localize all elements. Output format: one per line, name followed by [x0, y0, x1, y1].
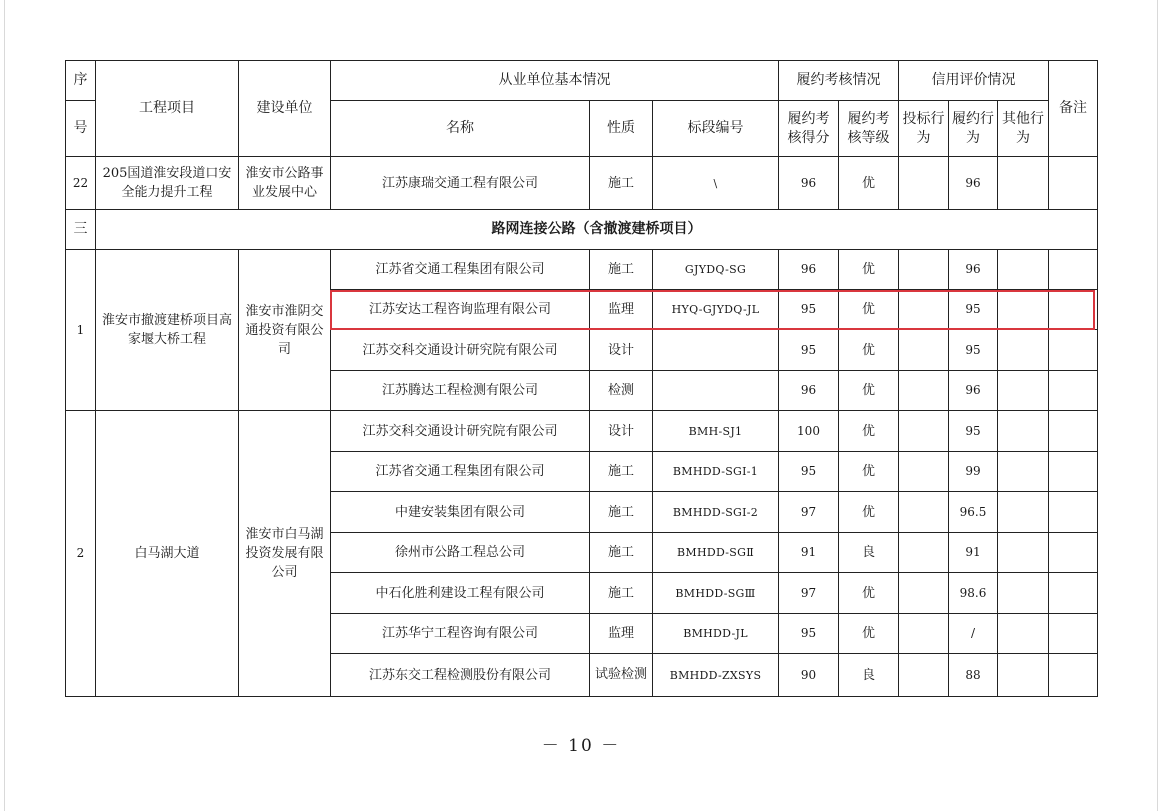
row-grade: 优 [839, 157, 899, 210]
row-code [653, 330, 779, 371]
group2-seq: 2 [66, 411, 96, 697]
header-name: 名称 [331, 101, 590, 157]
row-nature: 试验检测 [590, 654, 653, 697]
row-unit-name: 徐州市公路工程总公司 [331, 533, 590, 573]
row-remark [1049, 157, 1098, 210]
row-remark [1049, 614, 1098, 654]
header-perf-score: 履约考核得分 [779, 101, 839, 157]
row-code: BMHDD-SGⅢ [653, 573, 779, 614]
row-nature: 施工 [590, 573, 653, 614]
row-other [998, 614, 1049, 654]
header-section-code: 标段编号 [653, 101, 779, 157]
row-grade: 良 [839, 533, 899, 573]
row-bid [899, 614, 949, 654]
row-bid [899, 371, 949, 411]
row-unit-name: 江苏交科交通设计研究院有限公司 [331, 411, 590, 452]
row-grade: 优 [839, 452, 899, 492]
row-grade: 优 [839, 492, 899, 533]
performance-table [65, 60, 1098, 697]
row-remark [1049, 371, 1098, 411]
row-other [998, 533, 1049, 573]
row-grade: 优 [839, 290, 899, 330]
row-nature: 监理 [590, 290, 653, 330]
header-other-behavior: 其他行为 [998, 101, 1049, 157]
row-bid [899, 411, 949, 452]
row-perf: 91 [949, 533, 998, 573]
row-score: 96 [779, 157, 839, 210]
row-grade: 良 [839, 654, 899, 697]
row-score: 95 [779, 330, 839, 371]
row-grade: 优 [839, 371, 899, 411]
row-score: 96 [779, 250, 839, 290]
header-credit: 信用评价情况 [899, 61, 1049, 101]
row-perf: / [949, 614, 998, 654]
row-remark [1049, 330, 1098, 371]
row-score: 96 [779, 371, 839, 411]
row-grade: 优 [839, 411, 899, 452]
row-perf: 96.5 [949, 492, 998, 533]
row-other [998, 250, 1049, 290]
header-builder: 建设单位 [239, 61, 331, 157]
row-score: 100 [779, 411, 839, 452]
row-unit-name: 江苏腾达工程检测有限公司 [331, 371, 590, 411]
row-remark [1049, 290, 1098, 330]
row-perf: 95 [949, 411, 998, 452]
row-remark [1049, 452, 1098, 492]
header-bid-behavior: 投标行为 [899, 101, 949, 157]
row-remark [1049, 533, 1098, 573]
group1-project: 淮安市撤渡建桥项目高家堰大桥工程 [96, 250, 239, 411]
row-remark [1049, 250, 1098, 290]
header-perf-grade: 履约考核等级 [839, 101, 899, 157]
header-seq-bottom: 号 [66, 101, 96, 157]
row-remark [1049, 573, 1098, 614]
section-title: 路网连接公路（含撤渡建桥项目） [96, 210, 1098, 250]
header-unit-info: 从业单位基本情况 [331, 61, 779, 101]
row-code: HYQ-GJYDQ-JL [653, 290, 779, 330]
row-unit-name: 江苏交科交通设计研究院有限公司 [331, 330, 590, 371]
row-code: BMHDD-SGⅡ [653, 533, 779, 573]
row-nature: 施工 [590, 452, 653, 492]
row-unit-name: 中建安装集团有限公司 [331, 492, 590, 533]
row-nature: 检测 [590, 371, 653, 411]
row-code: \ [653, 157, 779, 210]
group1-builder: 淮安市淮阴交通投资有限公司 [239, 250, 331, 411]
row-nature: 施工 [590, 492, 653, 533]
row-nature: 施工 [590, 157, 653, 210]
row-bid [899, 533, 949, 573]
row-grade: 优 [839, 614, 899, 654]
group2-builder: 淮安市白马湖投资发展有限公司 [239, 411, 331, 697]
row-score: 95 [779, 614, 839, 654]
row-code: GJYDQ-SG [653, 250, 779, 290]
row-grade: 优 [839, 330, 899, 371]
row-other [998, 654, 1049, 697]
row-code: BMHDD-JL [653, 614, 779, 654]
row-bid [899, 330, 949, 371]
row-other [998, 452, 1049, 492]
row-code: BMHDD-SGⅠ-1 [653, 452, 779, 492]
row-unit-name: 江苏东交工程检测股份有限公司 [331, 654, 590, 697]
row-score: 90 [779, 654, 839, 697]
row-nature: 设计 [590, 411, 653, 452]
header-project: 工程项目 [96, 61, 239, 157]
row-perf: 95 [949, 330, 998, 371]
row-grade: 优 [839, 250, 899, 290]
table-row [66, 250, 1098, 290]
row-remark [1049, 411, 1098, 452]
row-score: 95 [779, 290, 839, 330]
row-unit-name: 江苏安达工程咨询监理有限公司 [331, 290, 590, 330]
row-project: 205国道淮安段道口安全能力提升工程 [96, 157, 239, 210]
row-perf: 96 [949, 250, 998, 290]
row-nature: 监理 [590, 614, 653, 654]
row-perf: 96 [949, 371, 998, 411]
section-row [66, 210, 1098, 250]
row-code: BMHDD-SGⅠ-2 [653, 492, 779, 533]
header-remark: 备注 [1049, 61, 1098, 157]
row-other [998, 330, 1049, 371]
row-other [998, 290, 1049, 330]
row-score: 91 [779, 533, 839, 573]
header-performance: 履约考核情况 [779, 61, 899, 101]
row-perf: 95 [949, 290, 998, 330]
row-bid [899, 492, 949, 533]
row-grade: 优 [839, 573, 899, 614]
row-nature: 施工 [590, 250, 653, 290]
row-bid [899, 157, 949, 210]
row-bid [899, 452, 949, 492]
row-score: 97 [779, 573, 839, 614]
row-unit-name: 江苏省交通工程集团有限公司 [331, 452, 590, 492]
group2-project: 白马湖大道 [96, 411, 239, 697]
row-bid [899, 573, 949, 614]
row-code [653, 371, 779, 411]
row-perf: 98.6 [949, 573, 998, 614]
row-other [998, 157, 1049, 210]
row-perf: 88 [949, 654, 998, 697]
row-code: BMHDD-ZXSYS [653, 654, 779, 697]
row-code: BMH-SJ1 [653, 411, 779, 452]
row-other [998, 573, 1049, 614]
row-perf: 99 [949, 452, 998, 492]
header-nature: 性质 [590, 101, 653, 157]
row-bid [899, 654, 949, 697]
row-other [998, 371, 1049, 411]
row-unit-name: 江苏华宁工程咨询有限公司 [331, 614, 590, 654]
row-remark [1049, 492, 1098, 533]
row-unit-name: 江苏省交通工程集团有限公司 [331, 250, 590, 290]
section-number: 三 [66, 210, 96, 250]
row-remark [1049, 654, 1098, 697]
header-seq-top: 序 [66, 61, 96, 101]
row-bid [899, 250, 949, 290]
row-unit-name: 中石化胜利建设工程有限公司 [331, 573, 590, 614]
row-other [998, 492, 1049, 533]
table-row [66, 157, 1098, 210]
row-other [998, 411, 1049, 452]
row-builder: 淮安市公路事业发展中心 [239, 157, 331, 210]
row-bid [899, 290, 949, 330]
header-perf-behavior: 履约行为 [949, 101, 998, 157]
group1-seq: 1 [66, 250, 96, 411]
table-row [66, 411, 1098, 452]
row-nature: 施工 [590, 533, 653, 573]
row-perf: 96 [949, 157, 998, 210]
page-number: － 10 － [541, 736, 621, 756]
row-score: 95 [779, 452, 839, 492]
row-unit-name: 江苏康瑞交通工程有限公司 [331, 157, 590, 210]
row-nature: 设计 [590, 330, 653, 371]
row-score: 97 [779, 492, 839, 533]
row-seq: 22 [66, 157, 96, 210]
